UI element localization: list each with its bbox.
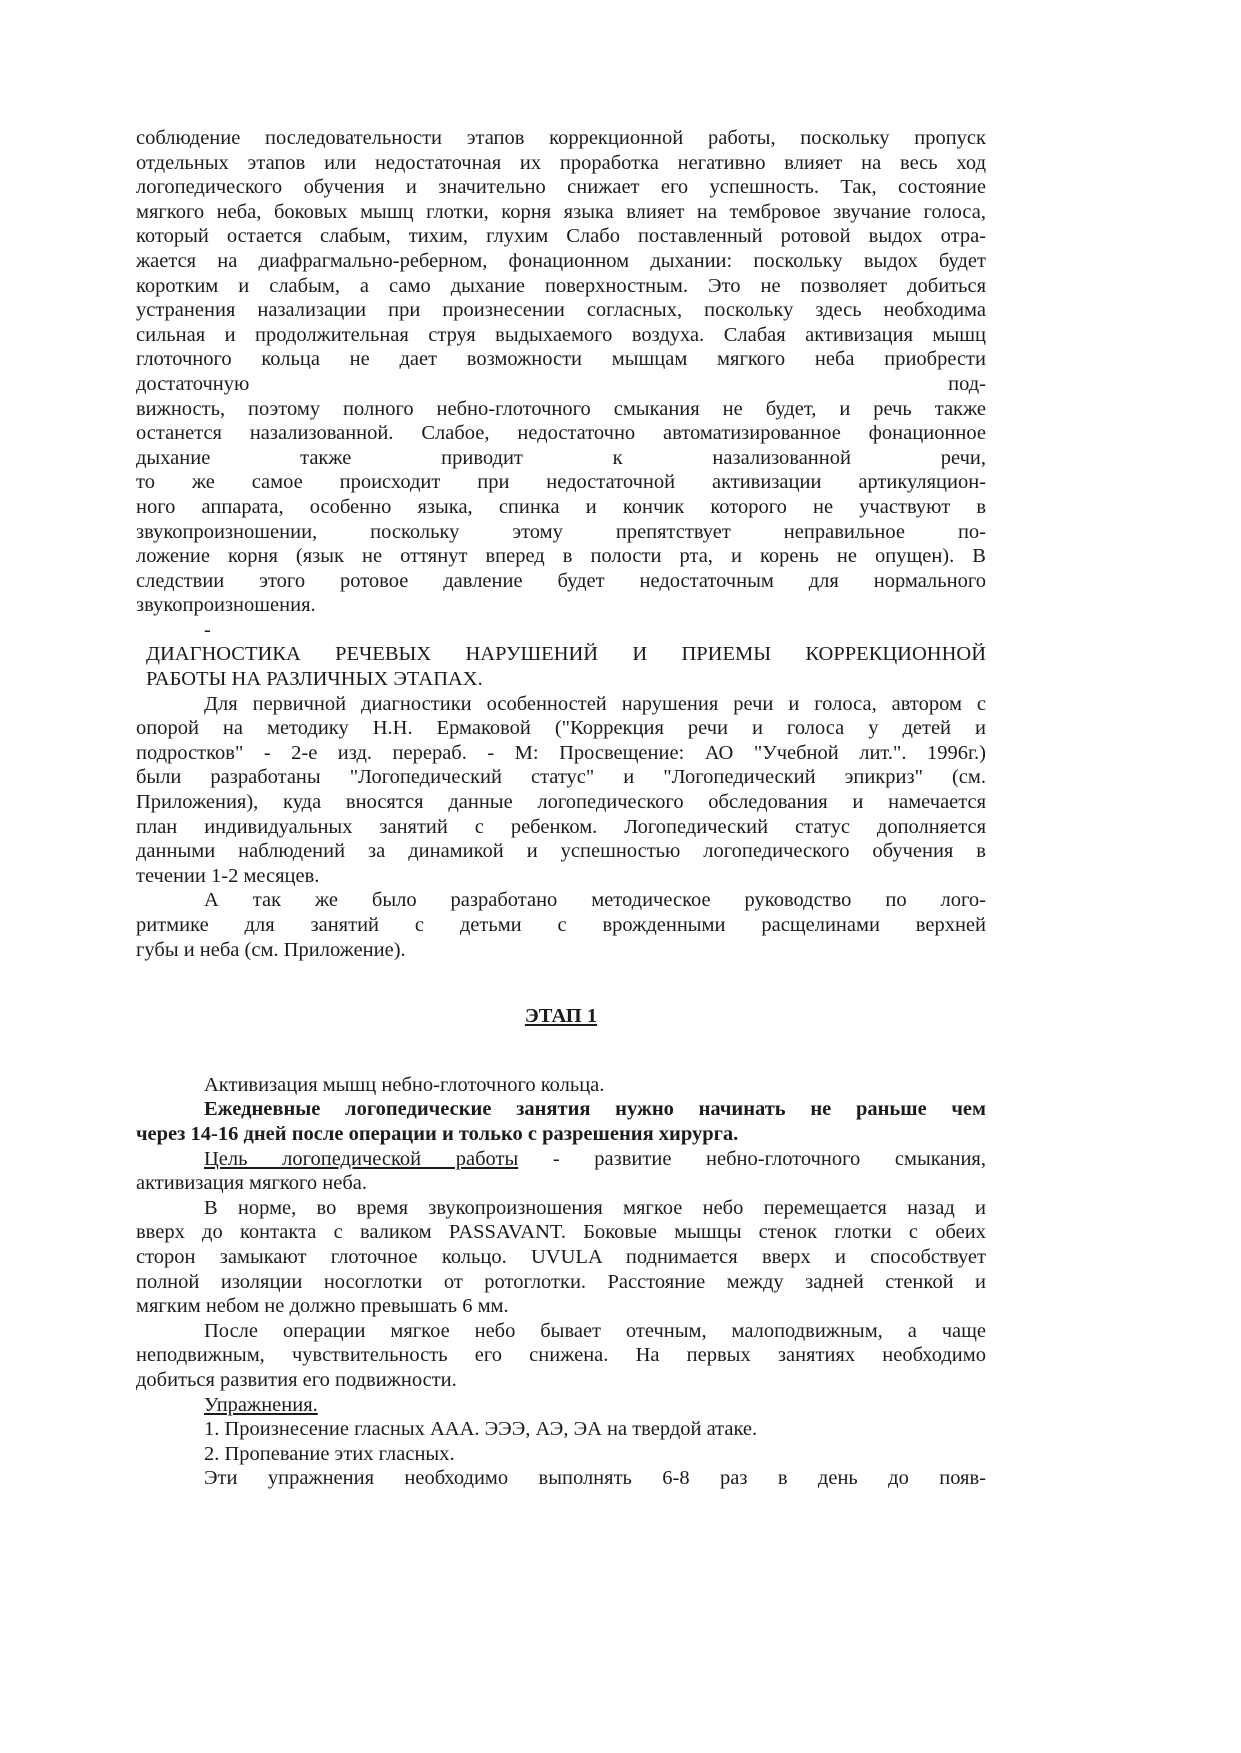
- text-run: 1. Произнесение гласных ААА. ЭЭЭ, АЭ, ЭА на твердой атаке.: [204, 1418, 758, 1441]
- paragraph-intro-continuation-line-16: [136, 495, 986, 520]
- exercise-2: [136, 1442, 986, 1467]
- paragraph-daily-sessions-line-2: [136, 1122, 986, 1147]
- text-run: Для первичной диагностики особенностей нарушения речи и голоса, автором с: [204, 692, 986, 715]
- paragraph-activation-line-1: [136, 1073, 986, 1098]
- text-run: глоточного кольца не дает возможности мышцам мягкого неба приобрести: [136, 348, 986, 371]
- paragraph-norm-line-4: [136, 1270, 986, 1295]
- paragraph-goal-line-2: [136, 1171, 986, 1196]
- underlined-text: Цель логопедической работы: [204, 1147, 519, 1170]
- text-run: опорой на методику Н.Н. Ермаковой ("Коррекция речи и голоса у детей и: [136, 717, 986, 740]
- text-run: соблюдение последовательности этапов коррекционной работы, поскольку пропуск: [136, 127, 986, 149]
- paragraph-intro-continuation-line-1: [136, 126, 986, 151]
- text-run: отдельных этапов или недостаточная их проработка негативно влияет на весь ход: [136, 151, 986, 174]
- text-run: активизация мягкого неба.: [136, 1172, 368, 1195]
- exercise-1: [136, 1417, 986, 1442]
- section-heading-diagnostics-line-2: [146, 667, 986, 692]
- paragraph-post-operation: [136, 1319, 986, 1393]
- paragraph-intro-continuation-line-19: [136, 569, 986, 594]
- paragraph-primary-diagnostics-line-7: [136, 839, 986, 864]
- text-run: подростков" - 2-е изд. перераб. - М: Просвещение: АО "Учебной лит.". 1996г.): [136, 741, 986, 764]
- paragraph-intro-continuation: [136, 126, 986, 618]
- text-run: сильная и продолжительная струя выдыхаемого воздуха. Слабая активизация мышц: [136, 323, 986, 346]
- paragraph-intro-continuation-line-2: [136, 151, 986, 176]
- text-run: логопедического обучения и значительно снижает его успешность. Так, состояние: [136, 176, 986, 199]
- text-run: В норме, во время звукопроизношения мягкое небо перемещается назад и: [204, 1196, 986, 1219]
- text-run: Упражнения.: [204, 1393, 318, 1416]
- section-heading-diagnostics: [136, 642, 986, 691]
- text-run: мягким небом не должно превышать 6 мм.: [136, 1295, 509, 1318]
- dash-line: [136, 618, 986, 643]
- text-run: Активизация мышц небно-глоточного кольца.: [204, 1073, 605, 1096]
- text-run: 2. Пропевание этих гласных.: [204, 1442, 455, 1465]
- text-run: следствии этого ротовое давление будет недостаточным для нормального: [136, 569, 986, 592]
- document-page: [136, 126, 986, 1491]
- text-run: план индивидуальных занятий с ребенком. Логопедический статус дополняется: [136, 815, 986, 838]
- text-run: губы и неба (см. Приложение).: [136, 938, 406, 961]
- paragraph-norm: [136, 1196, 986, 1319]
- text-run: звукопроизношении, поскольку этому препятствует неправильное по-: [136, 520, 986, 543]
- text-run: ДИАГНОСТИКА РЕЧЕВЫХ НАРУШЕНИЙ И ПРИЕМЫ КОРРЕКЦИОННОЙ: [146, 643, 986, 666]
- paragraph-activation: [136, 1073, 986, 1098]
- text-run: данными наблюдений за динамикой и успешностью логопедического обучения в: [136, 840, 986, 863]
- text-run: Эти упражнения необходимо выполнять 6-8 раз в день до появ-: [204, 1467, 986, 1490]
- paragraph-daily-sessions-line-1: [136, 1097, 986, 1122]
- paragraph-intro-continuation-line-17: [136, 520, 986, 545]
- paragraph-daily-sessions: [136, 1097, 986, 1146]
- text-run: звукопроизношения.: [136, 594, 316, 617]
- paragraph-intro-continuation-line-18: [136, 544, 986, 569]
- text-run: ложение корня (язык не оттянут вперед в полости рта, и корень не опущен). В: [136, 545, 986, 568]
- text-run: вижность, поэтому полного небно-глоточного смыкания не будет, и речь также: [136, 397, 986, 420]
- text-run: полной изоляции носоглотки от ротоглотки. Расстояние между задней стенкой и: [136, 1270, 986, 1293]
- text-run: После операции мягкое небо бывает отечным, малоподвижным, а чаще: [204, 1319, 986, 1342]
- paragraph-goal: [136, 1147, 986, 1196]
- exercises-label-line-1: [136, 1393, 986, 1418]
- text-run: Ежедневные логопедические занятия нужно начинать не раньше чем: [204, 1098, 986, 1121]
- paragraph-logoritmika-line-3: [136, 938, 986, 963]
- text-run: ного аппарата, особенно языка, спинка и кончик которого не участвуют в: [136, 495, 986, 518]
- paragraph-norm-line-5: [136, 1294, 986, 1319]
- paragraph-norm-line-1: [136, 1196, 986, 1221]
- text-run: коротким и слабым, а само дыхание поверхностным. Это не позволяет добиться: [136, 274, 986, 297]
- paragraph-frequency: [136, 1466, 986, 1491]
- paragraph-primary-diagnostics: [136, 692, 986, 889]
- exercise-1-line-1: [136, 1417, 986, 1442]
- paragraph-intro-continuation-line-5: [136, 224, 986, 249]
- paragraph-logoritmika-line-1: [136, 888, 986, 913]
- paragraph-intro-continuation-line-13: [136, 421, 986, 446]
- paragraph-intro-continuation-line-6: [136, 249, 986, 274]
- text-run: мягкого неба, боковых мышц глотки, корня языка влияет на тембровое звучание голоса,: [136, 200, 986, 223]
- text-run: были разработаны "Логопедический статус" и "Логопедический эпикриз" (см.: [136, 766, 986, 789]
- section-heading-diagnostics-line-1: [146, 642, 986, 667]
- paragraph-norm-line-2: [136, 1220, 986, 1245]
- paragraph-primary-diagnostics-line-3: [136, 741, 986, 766]
- paragraph-primary-diagnostics-line-1: [136, 692, 986, 717]
- text-run: сторон замыкают глоточное кольцо. UVULA поднимается вверх и способствует: [136, 1245, 986, 1268]
- text-run: устранения назализации при произнесении согласных, поскольку здесь необходима: [136, 299, 986, 322]
- exercises-label: [136, 1393, 986, 1418]
- paragraph-post-operation-line-2: [136, 1343, 986, 1368]
- paragraph-intro-continuation-line-9: [136, 323, 986, 348]
- text-run: вверх до контакта с валиком PASSAVANT. Боковые мышцы стенок глотки с обеих: [136, 1221, 986, 1244]
- paragraph-primary-diagnostics-line-6: [136, 815, 986, 840]
- paragraph-intro-continuation-line-7: [136, 274, 986, 299]
- paragraph-norm-line-3: [136, 1245, 986, 1270]
- text-run: ЭТАП 1: [524, 1005, 598, 1028]
- dash-line-line-1: [136, 618, 986, 643]
- text-run: течении 1-2 месяцев.: [136, 864, 320, 887]
- paragraph-logoritmika: [136, 888, 986, 962]
- text-run: жается на диафрагмально-реберном, фонационном дыхании: поскольку выдох будет: [136, 249, 986, 272]
- text-run: Приложения), куда вносятся данные логопедического обследования и намечается: [136, 791, 986, 814]
- paragraph-frequency-line-1: [136, 1466, 986, 1491]
- text-run: добиться развития его подвижности.: [136, 1368, 457, 1391]
- paragraph-primary-diagnostics-line-8: [136, 864, 986, 889]
- paragraph-intro-continuation-line-11: [136, 372, 986, 397]
- text-run: через 14-16 дней после операции и только с разрешения хирурга.: [136, 1122, 739, 1145]
- paragraph-intro-continuation-line-4: [136, 200, 986, 225]
- paragraph-intro-continuation-line-15: [136, 470, 986, 495]
- text-run: останется назализованной. Слабое, недостаточно автоматизированное фонационное: [136, 422, 986, 445]
- paragraph-post-operation-line-3: [136, 1368, 986, 1393]
- paragraph-goal-line-1: [136, 1147, 986, 1172]
- paragraph-intro-continuation-line-3: [136, 175, 986, 200]
- text-run: А так же было разработано методическое руководство по лого-: [204, 889, 986, 912]
- text-run: -: [204, 618, 211, 641]
- text-run: который остается слабым, тихим, глухим Слабо поставленный ротовой выдох отра-: [136, 225, 986, 248]
- paragraph-intro-continuation-line-10: [136, 347, 986, 372]
- paragraph-post-operation-line-1: [136, 1319, 986, 1344]
- paragraph-intro-continuation-line-12: [136, 397, 986, 422]
- text-run: дыхание также приводит к назализованной речи,: [136, 446, 986, 469]
- text-run: - развитие небно-глоточного смыкания,: [518, 1147, 986, 1170]
- paragraph-intro-continuation-line-8: [136, 298, 986, 323]
- paragraph-primary-diagnostics-line-2: [136, 716, 986, 741]
- stage-1-heading: [136, 1004, 986, 1029]
- paragraph-primary-diagnostics-line-5: [136, 790, 986, 815]
- paragraph-logoritmika-line-2: [136, 913, 986, 938]
- stage-1-heading-line-1: [136, 1004, 986, 1029]
- paragraph-primary-diagnostics-line-4: [136, 765, 986, 790]
- text-run: достаточную под-: [136, 372, 986, 395]
- text-run: РАБОТЫ НА РАЗЛИЧНЫХ ЭТАПАХ.: [146, 668, 483, 691]
- text-run: то же самое происходит при недостаточной активизации артикуляцион-: [136, 471, 986, 494]
- text-run: ритмике для занятий с детьми с врожденными расщелинами верхней: [136, 914, 986, 936]
- exercise-2-line-1: [136, 1442, 986, 1467]
- paragraph-intro-continuation-line-20: [136, 593, 986, 618]
- text-run: неподвижным, чувствительность его снижена. На первых занятиях необходимо: [136, 1344, 986, 1367]
- paragraph-intro-continuation-line-14: [136, 446, 986, 471]
